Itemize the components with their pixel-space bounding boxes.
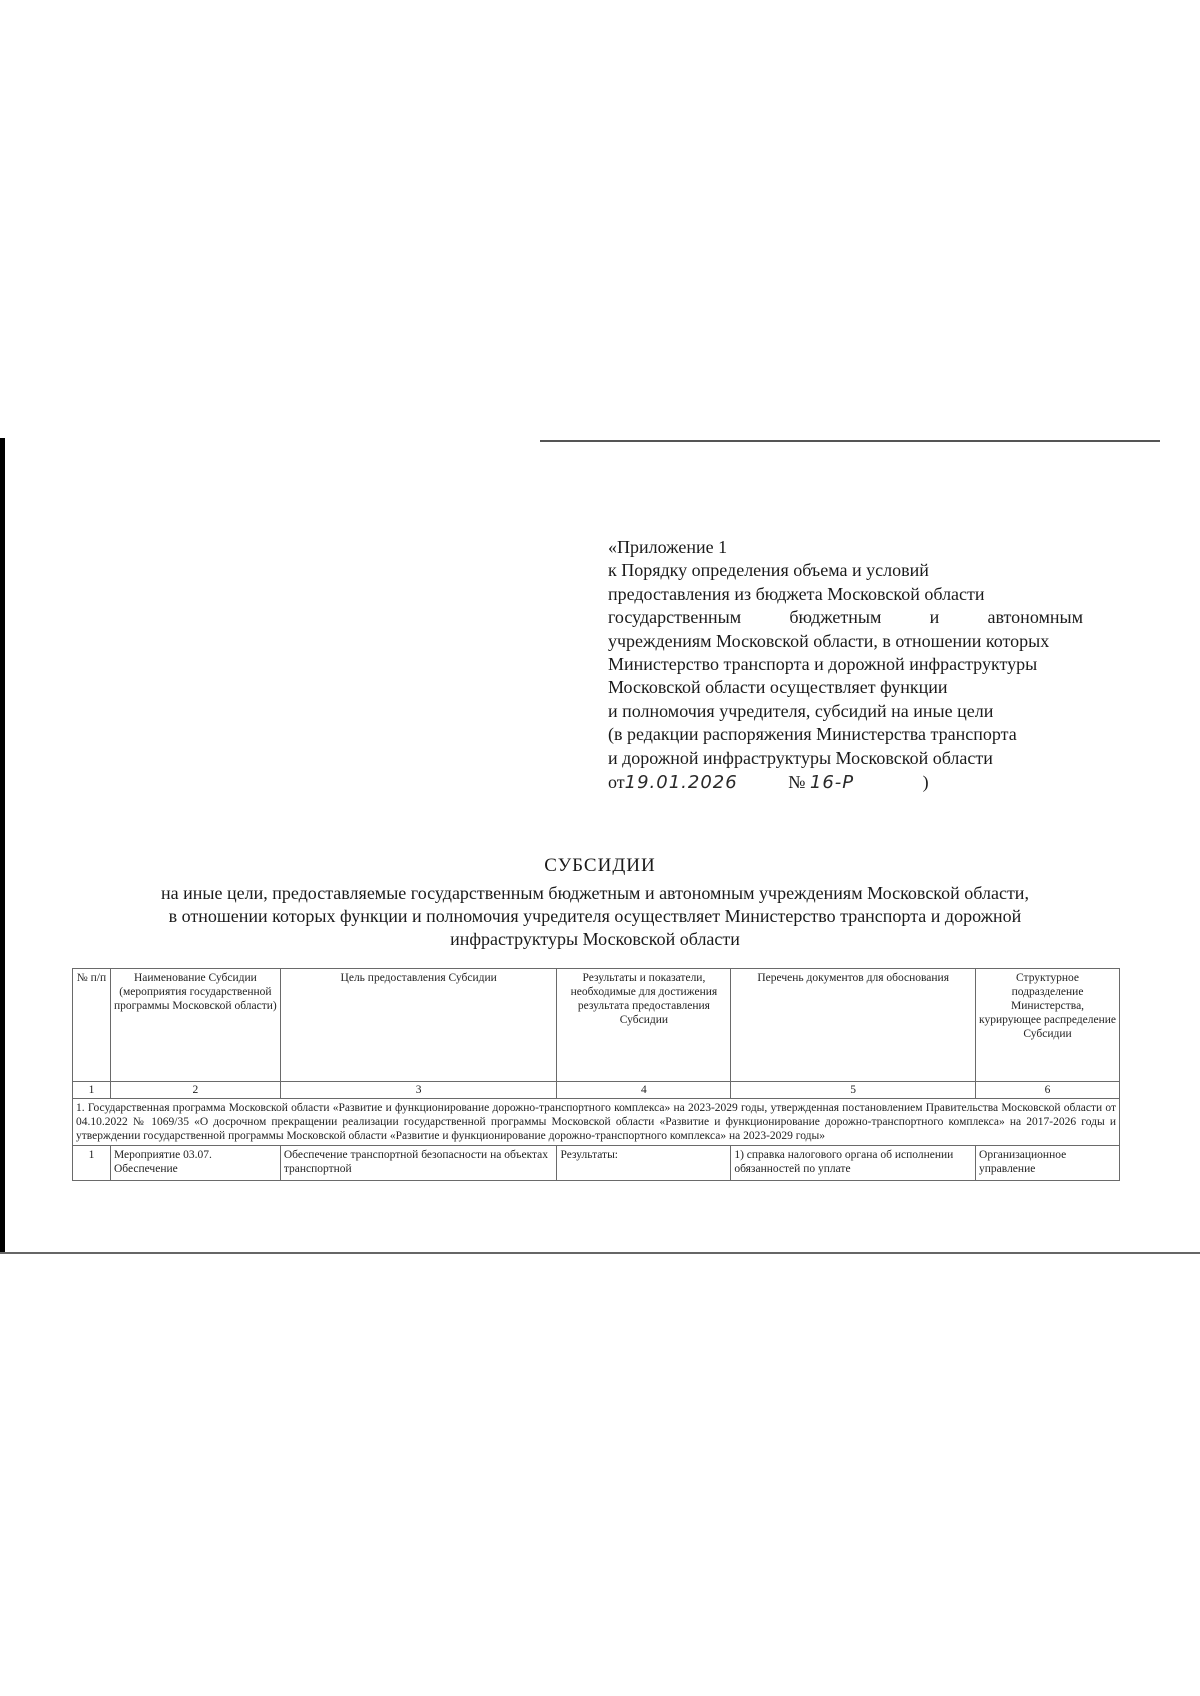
column-number: 4 [557,1082,731,1099]
top-divider-line [540,440,1160,442]
row-department: Организационное управление [976,1146,1120,1181]
appendix-line: Министерство транспорта и дорожной инфраструктуры [608,654,1038,675]
order-date-handwritten: 19.01.2026 [624,772,738,794]
order-number-handwritten: 16-Р [809,772,855,794]
appendix-line: и дорожной инфраструктуры Московской области [608,747,993,768]
appendix-justified-line [608,606,1083,629]
subtitle-line: в отношении которых функции и полномочия учредителя осуществляет Министерство транспорта и дорожной [168,906,1022,926]
column-header-subsidy-name: Наименование Субсидии (мероприятия государственной программы Московской области) [110,969,280,1082]
row-subsidy-name: Мероприятие 03.07. Обеспечение [110,1146,280,1181]
row-index: 1 [73,1146,111,1181]
order-number-sign: № [788,772,806,793]
row-results: Результаты: [557,1146,731,1181]
column-number: 6 [976,1082,1120,1099]
column-number: 1 [73,1082,111,1099]
column-number: 2 [110,1082,280,1099]
table-row [73,1146,1120,1181]
column-header-documents: Перечень документов для обоснования [731,969,976,1082]
order-date-number-line [608,771,1083,794]
appendix-line: к Порядку определения объема и условий [608,560,929,581]
appendix-word: бюджетным [789,607,882,628]
column-numbers-row [73,1082,1120,1099]
appendix-word: государственным [608,607,742,628]
appendix-line: предоставления из бюджета Московской области [608,583,985,604]
table-header-row [73,969,1120,1082]
row-goal: Обеспечение транспортной безопасности на объектах транспортной [280,1146,557,1181]
appendix-header-block [608,536,1083,794]
appendix-line: (в редакции распоряжения Министерства транспорта [608,724,1017,745]
column-header-goal: Цель предоставления Субсидии [280,969,557,1082]
order-date-prefix: от [608,772,625,793]
column-header-results: Результаты и показатели, необходимые для достижения результата предоставления Субсидии [557,969,731,1082]
subsidy-table [72,968,1120,1181]
scan-edge-shadow [0,438,5,1252]
column-header-number: № п/п [73,969,111,1082]
appendix-word: и [929,607,940,628]
program-section-text: 1. Государственная программа Московской области «Развитие и функционирование дорожно-транспортного комплекса» на 2023-2029 годы, утвержденная постановлением Правительства Московской области от 04.10.2022 № 1069/35 «О досрочном прекращении реализации государственной программы Московской области «Развитие и функционирование дорожно-транспортного комплекса» на 2017-2026 годы и утверждении государственной программы Московской области «Развитие и функционирование дорожно-транспортного комплекса» на 2023-2029 годы» [73,1099,1120,1146]
appendix-word: автономным [987,607,1083,628]
document-subtitle [95,882,1095,951]
column-header-department: Структурное подразделение Министерства, курирующее распределение Субсидии [976,969,1120,1082]
appendix-line: «Приложение 1 [608,537,728,557]
column-number: 5 [731,1082,976,1099]
appendix-line: и полномочия учредителя, субсидий на иные цели [608,700,994,721]
document-title: СУБСИДИИ [544,855,656,876]
appendix-line: Московской области осуществляет функции [608,677,948,698]
closing-parenthesis: ) [922,772,929,793]
column-number: 3 [280,1082,557,1099]
subtitle-line: на иные цели, предоставляемые государственным бюджетным и автономным учреждениям Московской области, [161,883,1029,903]
program-section-row [73,1099,1120,1146]
row-documents: 1) справка налогового органа об исполнении обязанностей по уплате [731,1146,976,1181]
subtitle-line: инфраструктуры Московской области [450,929,740,949]
bottom-divider-line [0,1252,1200,1254]
appendix-line: учреждениям Московской области, в отношении которых [608,630,1050,651]
